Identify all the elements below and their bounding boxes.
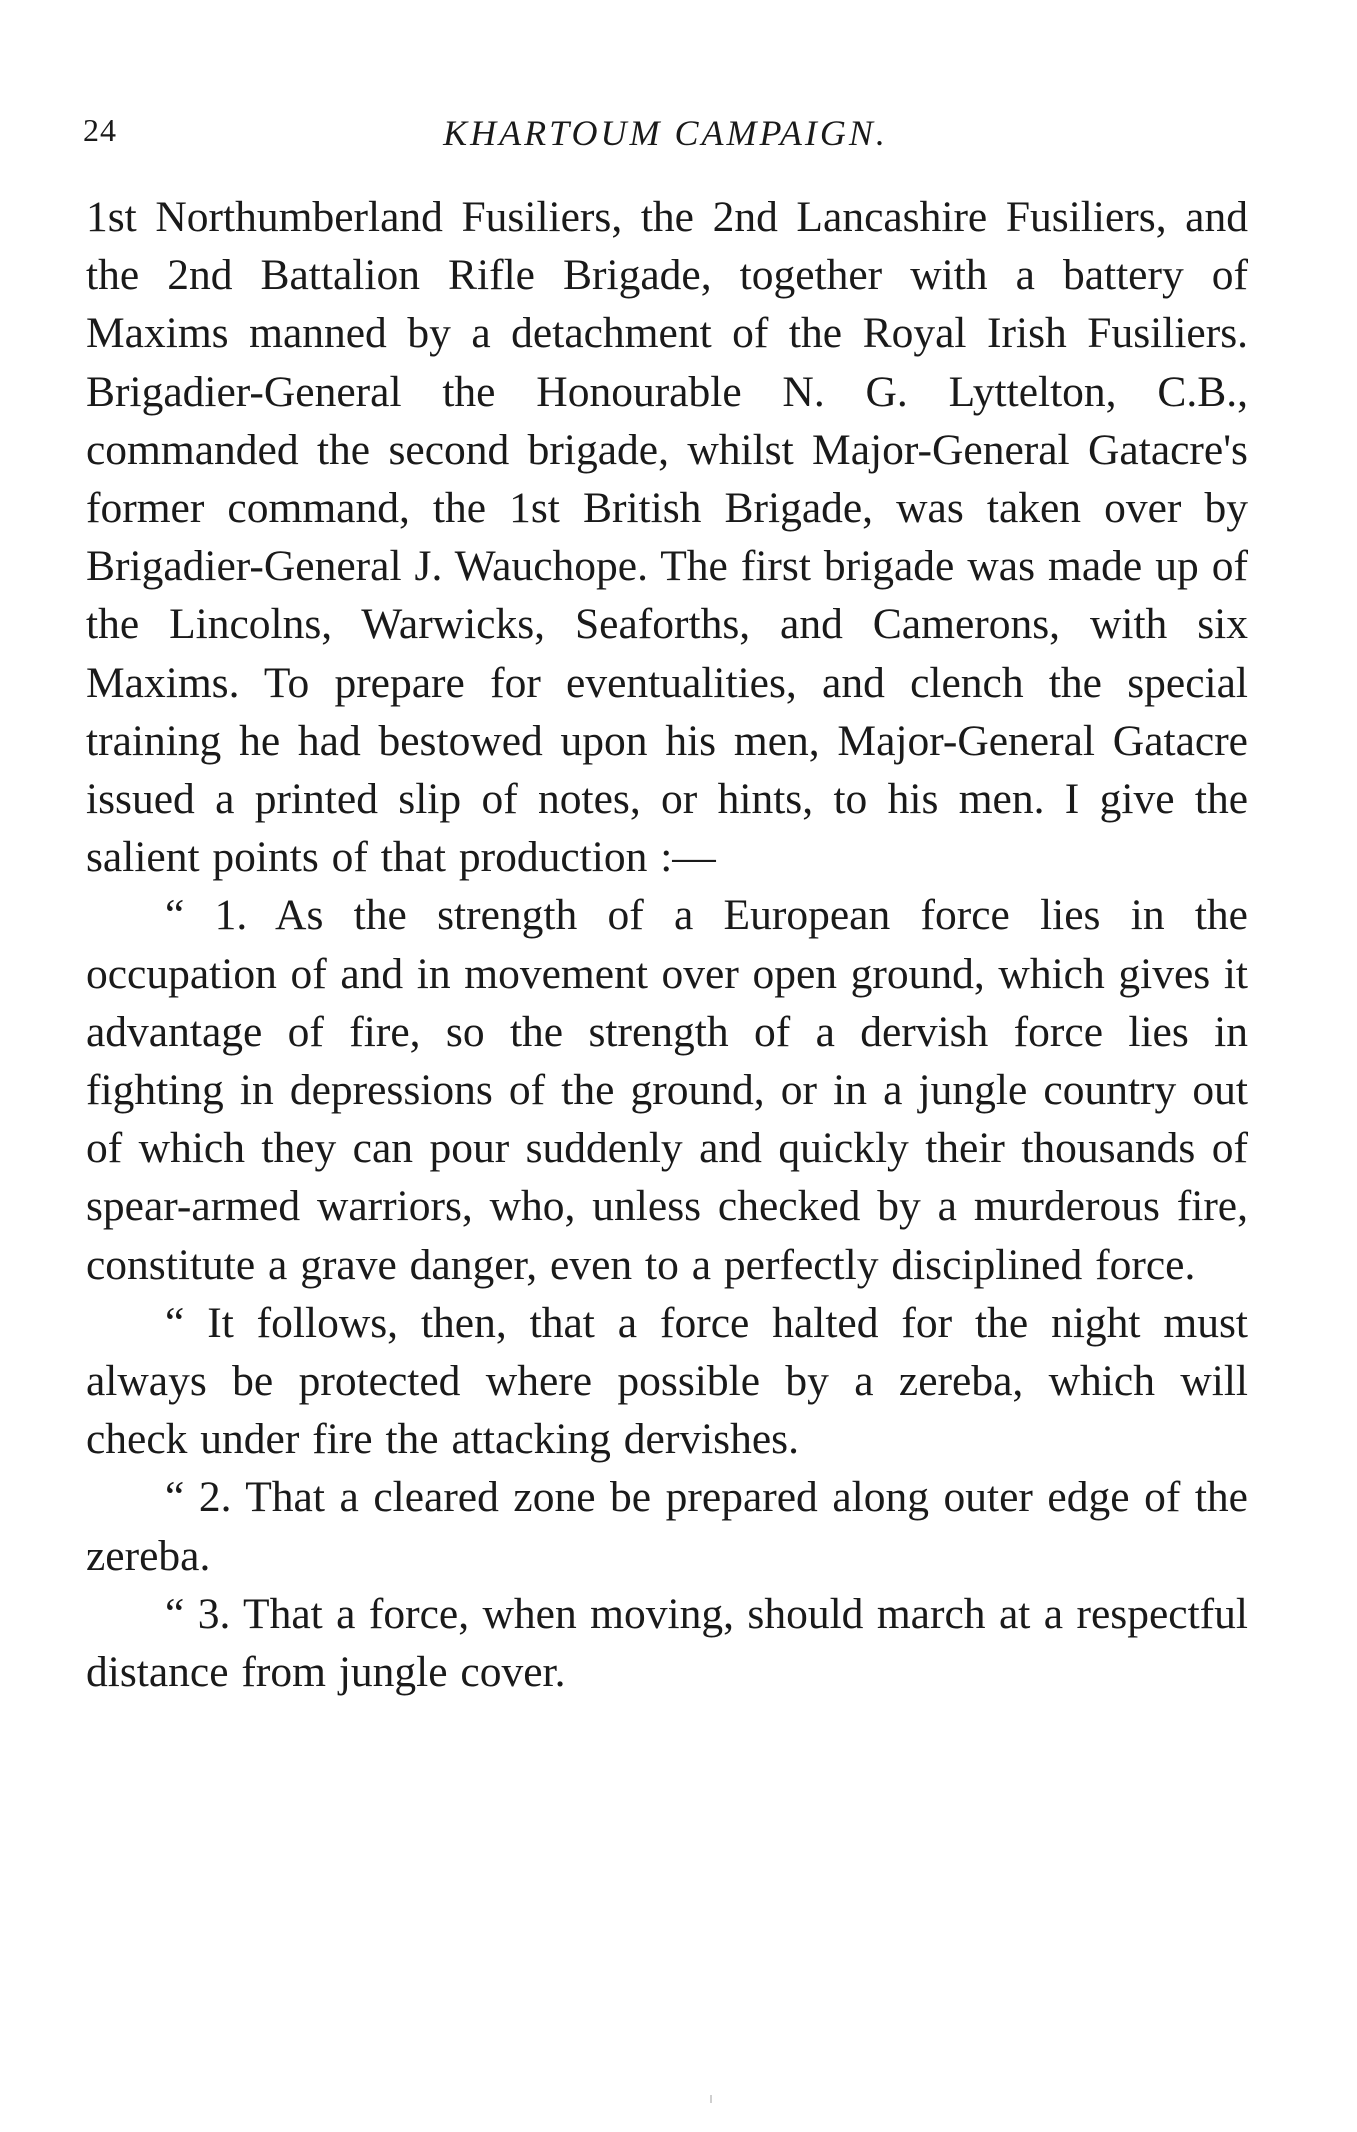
page-number: 24 [83, 112, 117, 148]
paragraph-point-2: “ 2. That a cleared zone be prepared along outer edge of the zereba. [86, 1473, 1248, 1580]
body-text [86, 188, 1248, 1701]
paragraph-point-3: “ 3. That a force, when moving, should march at a respectful distance from jungle cover. [86, 1589, 1248, 1697]
page-mark [710, 2095, 712, 2103]
running-head [83, 112, 1248, 162]
paragraph-continuation: 1st Northumberland Fusiliers, the 2nd Lancashire Fusiliers, and the 2nd Battalion Rifle Brigade, together with a battery of Maxims manned by a detachment of the Royal Irish Fusiliers. Brigadier-General the Honourable N. G. Lyttelton, C.B., commanded the second brigade, whilst Major-General Gatacre's former command, the 1st British Brigade, was taken over by Brigadier-General J. Wauchope. The first brigade was made up of the Lincolns, Warwicks, Seaforths, and Camerons, with six Maxims. To prepare for eventualities, and clench the special training he had bestowed upon his men, Major-General Gatacre issued a printed slip of notes, or hints, to his men. I give the salient points of that production :— [86, 193, 1248, 882]
running-title: KHARTOUM CAMPAIGN. [443, 113, 888, 153]
paragraph-point-1: “ 1. As the strength of a European force lies in the occupation of and in movement over open ground, which gives it advantage of fire, so the strength of a dervish force lies in fighting in depressions of the ground, or in a jungle country out of which they can pour suddenly and quickly their thousands of spear-armed warriors, who, unless checked by a murderous fire, constitute a grave danger, even to a perfectly disciplined force. [86, 891, 1248, 1289]
paragraph-zereba: “ It follows, then, that a force halted for the night must always be protected where possible by a zereba, which will check under fire the attacking dervishes. [86, 1298, 1248, 1464]
